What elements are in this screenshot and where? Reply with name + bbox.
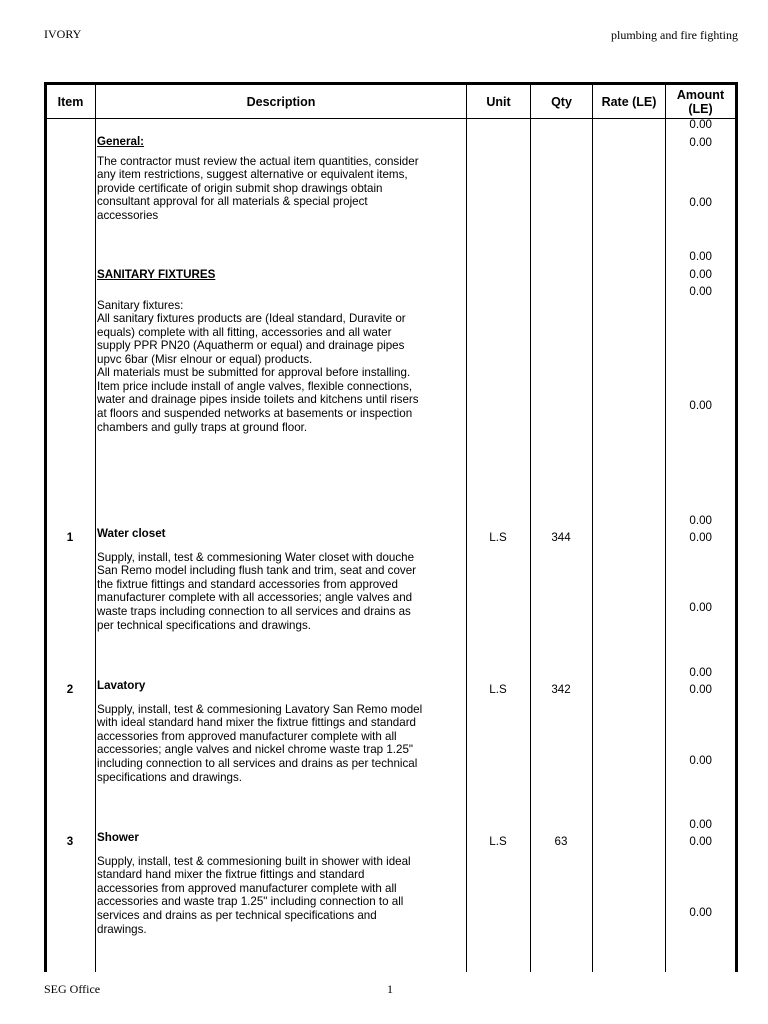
item-description-line: San Remo model including flush tank and trim, seat and cover: [97, 564, 416, 577]
item-description-line: accessories from approved manufacturer complete with all: [97, 882, 397, 895]
amount-cell: 0.00: [689, 818, 712, 831]
general-line: consultant approval for all materials & special project: [97, 195, 368, 208]
amount-cell: 0.00: [689, 683, 712, 696]
item-description-line: Supply, install, test & commesioning Water closet with douche: [97, 551, 415, 564]
document-header-right: plumbing and fire fighting: [611, 28, 738, 42]
column-header-amount-line1: Amount: [676, 87, 725, 102]
column-header-unit: Unit: [486, 94, 511, 109]
item-description-line: accessories and waste trap 1.25" including connection to all: [97, 895, 404, 908]
item-name: Water closet: [97, 527, 166, 540]
item-unit: L.S: [489, 683, 507, 696]
amount-cell: 0.00: [689, 754, 712, 767]
col-divider-item: [95, 85, 96, 972]
sanitary-line: All materials must be submitted for approval before installing.: [97, 366, 411, 379]
col-divider-rate: [665, 85, 666, 972]
column-header-qty: Qty: [551, 94, 572, 109]
item-qty: 342: [551, 683, 571, 696]
amount-cell: 0.00: [689, 906, 712, 919]
item-description-line: specifications and drawings.: [97, 771, 243, 784]
table-border-right: [735, 82, 738, 972]
sanitary-line: water and drainage pipes inside toilets and kitchens until risers: [97, 393, 419, 406]
column-header-rate: Rate (LE): [601, 94, 657, 109]
general-line: any item restrictions, suggest alternative or equivalent items,: [97, 168, 408, 181]
column-header-amount-line2: (LE): [688, 101, 713, 116]
item-description-line: Supply, install, test & commesioning built in shower with ideal: [97, 855, 411, 868]
item-unit: L.S: [489, 835, 507, 848]
item-description-line: services and drains as per technical specifications and: [97, 909, 377, 922]
col-divider-qty: [592, 85, 593, 972]
general-line: accessories: [97, 209, 159, 222]
column-header-item: Item: [57, 94, 84, 109]
item-description-line: drawings.: [97, 923, 147, 936]
amount-cell: 0.00: [689, 531, 712, 544]
general-title: General:: [97, 135, 145, 148]
item-description-line: standard hand mixer the fixtrue fittings and standard: [97, 868, 365, 881]
amount-cell: 0.00: [689, 118, 712, 131]
item-name: Lavatory: [97, 679, 146, 692]
item-qty: 344: [551, 531, 571, 544]
item-description-line: waste traps including connection to all services and drains as: [97, 605, 411, 618]
amount-cell: 0.00: [689, 399, 712, 412]
item-description-line: the fixtrue fittings and standard accessories from approved: [97, 578, 398, 591]
general-line: provide certificate of origin submit shop drawings obtain: [97, 182, 383, 195]
amount-cell: 0.00: [689, 514, 712, 527]
sanitary-line: All sanitary fixtures products are (Ideal standard, Duravite or: [97, 312, 406, 325]
item-description-line: manufacturer complete with all accessories; angle valves and: [97, 591, 413, 604]
amount-cell: 0.00: [689, 136, 712, 149]
item-number: 3: [66, 835, 74, 848]
table-header-divider: [44, 118, 738, 119]
page-number: 1: [387, 982, 393, 996]
amount-cell: 0.00: [689, 196, 712, 209]
item-name: Shower: [97, 831, 139, 844]
column-header-description: Description: [246, 94, 316, 109]
sanitary-line: supply PPR PN20 (Aquatherm or equal) and drainage pipes: [97, 339, 405, 352]
item-description-line: per technical specifications and drawings.: [97, 619, 311, 632]
document-footer-left: SEG Office: [44, 982, 101, 996]
general-line: The contractor must review the actual item quantities, consider: [97, 155, 419, 168]
amount-cell: 0.00: [689, 285, 712, 298]
item-description-line: accessories; angle valves and nickel chrome waste trap 1.25": [97, 743, 414, 756]
amount-cell: 0.00: [689, 250, 712, 263]
item-number: 1: [66, 531, 74, 544]
sanitary-line: upvc 6bar (Misr elnour or equal) products.: [97, 353, 313, 366]
sanitary-line: at floors and suspended networks at basements or inspection: [97, 407, 413, 420]
item-qty: 63: [554, 835, 568, 848]
item-description-line: accessories from approved manufacturer complete with all: [97, 730, 397, 743]
sanitary-line: Item price include install of angle valves, flexible connections,: [97, 380, 413, 393]
sanitary-line: Sanitary fixtures:: [97, 299, 184, 312]
item-description-line: including connection to all services and drains as per technical: [97, 757, 418, 770]
item-number: 2: [66, 683, 74, 696]
amount-cell: 0.00: [689, 601, 712, 614]
amount-cell: 0.00: [689, 666, 712, 679]
amount-cell: 0.00: [689, 268, 712, 281]
col-divider-description: [466, 85, 467, 972]
column-header-amount: [666, 85, 735, 118]
document-header-left: IVORY: [44, 27, 82, 41]
item-unit: L.S: [489, 531, 507, 544]
sanitary-line: equals) complete with all fitting, accessories and all water: [97, 326, 392, 339]
sanitary-line: chambers and gully traps at ground floor.: [97, 421, 308, 434]
table-border-left: [44, 82, 47, 972]
amount-cell: 0.00: [689, 835, 712, 848]
item-description-line: Supply, install, test & commesioning Lavatory San Remo model: [97, 703, 423, 716]
col-divider-unit: [530, 85, 531, 972]
item-description-line: with ideal standard hand mixer the fixtrue fittings and standard: [97, 716, 417, 729]
sanitary-title: SANITARY FIXTURES: [97, 268, 216, 281]
